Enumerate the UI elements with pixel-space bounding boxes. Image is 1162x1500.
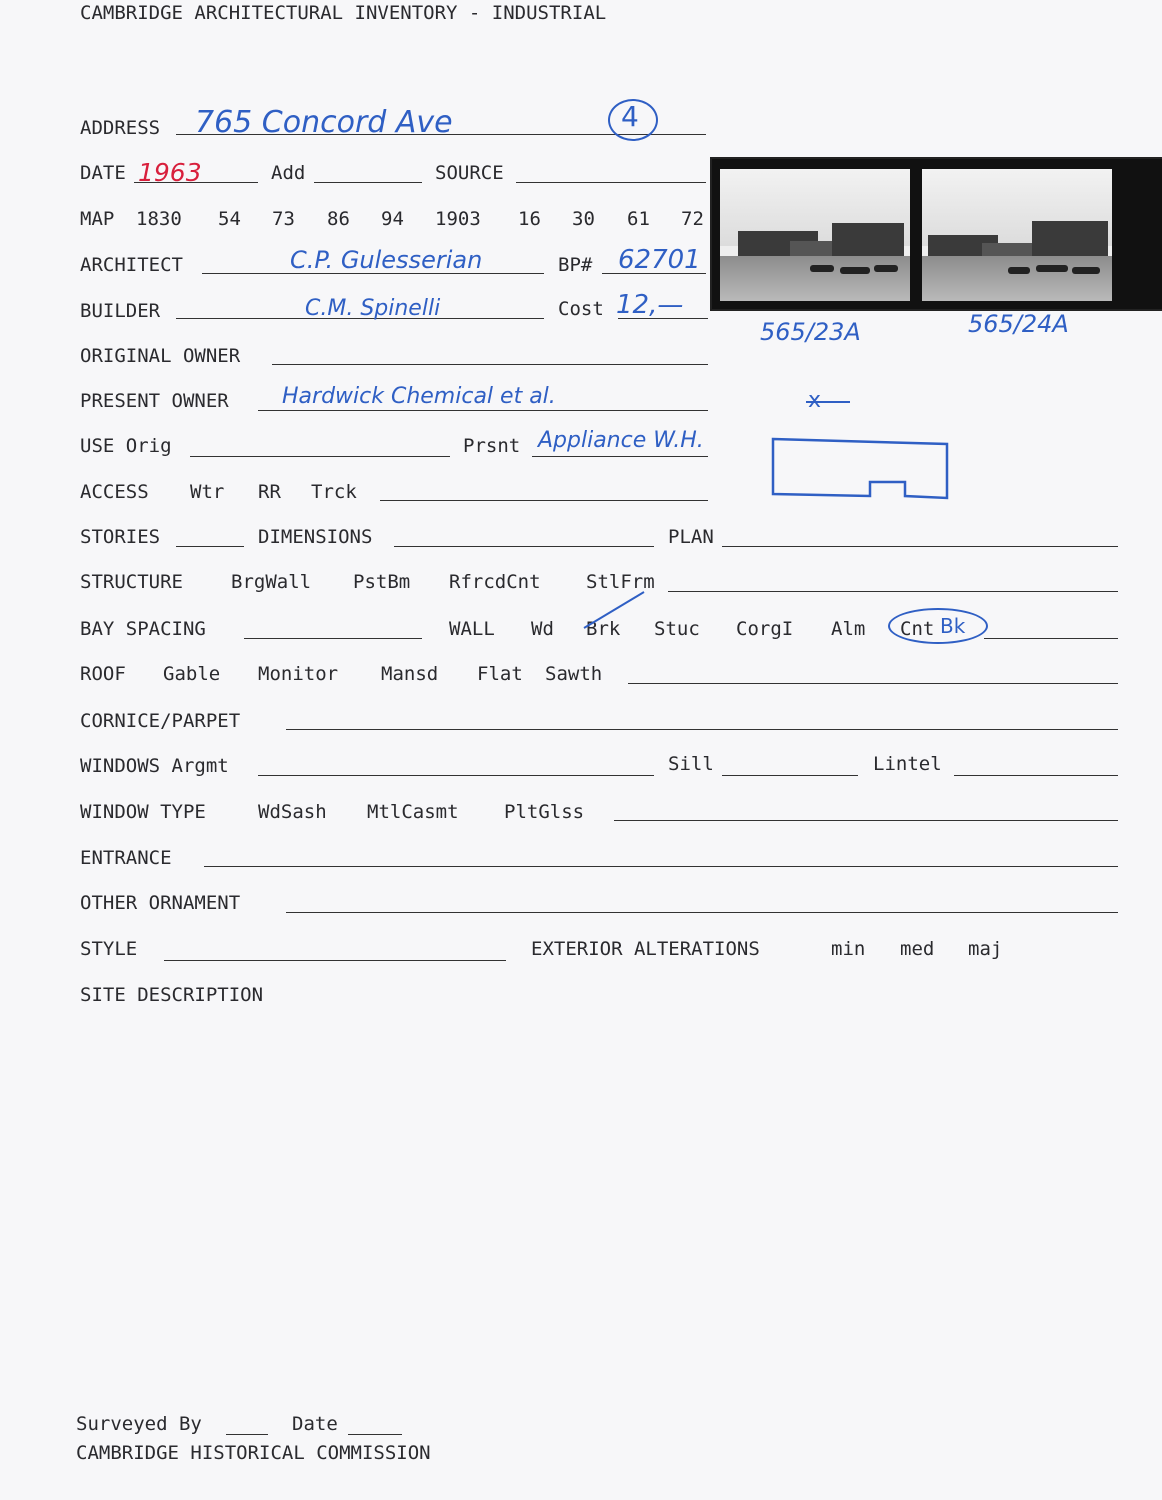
bp-label: BP# xyxy=(558,254,593,276)
roof-option-flat: Flat xyxy=(477,663,523,685)
survey-date-line xyxy=(348,1434,402,1435)
surveyed-by-line xyxy=(226,1434,268,1435)
dimensions-label: DIMENSIONS xyxy=(258,526,373,548)
address-value: 765 Concord Ave xyxy=(195,105,453,140)
date-value: 1963 xyxy=(138,158,202,187)
wall-option-corgi: CorgI xyxy=(736,618,794,640)
commission-name: CAMBRIDGE HISTORICAL COMMISSION xyxy=(76,1442,431,1464)
window-type-option-pltglss: PltGlss xyxy=(504,801,585,823)
dimensions-line xyxy=(394,546,654,547)
cost-label: Cost xyxy=(558,298,604,320)
map-year-94: 94 xyxy=(381,208,404,230)
map-year-61: 61 xyxy=(627,208,650,230)
surveyed-by-label: Surveyed By xyxy=(76,1413,202,1435)
use-orig-line xyxy=(190,456,450,457)
alteration-option-med: med xyxy=(900,938,935,960)
map-year-30: 30 xyxy=(572,208,595,230)
structure-option-pstbm: PstBm xyxy=(353,571,411,593)
windows-label: WINDOWS Argmt xyxy=(80,755,229,777)
present-owner-label: PRESENT OWNER xyxy=(80,390,229,412)
bay-spacing-label: BAY SPACING xyxy=(80,618,206,640)
roof-option-monitor: Monitor xyxy=(258,663,339,685)
access-option-wtr: Wtr xyxy=(190,481,225,503)
present-owner-value: Hardwick Chemical et al. xyxy=(282,384,556,409)
map-year-73: 73 xyxy=(272,208,295,230)
alteration-option-min: min xyxy=(831,938,866,960)
brick-check-mark xyxy=(580,588,650,633)
structure-label: STRUCTURE xyxy=(80,571,183,593)
handwritten-arrow-icon xyxy=(800,390,860,414)
alteration-option-maj: maj xyxy=(968,938,1003,960)
add-label: Add xyxy=(271,162,306,184)
wall-line xyxy=(984,638,1118,639)
bay-spacing-line xyxy=(244,638,422,639)
add-line xyxy=(314,182,422,183)
original-owner-line xyxy=(272,364,708,365)
stories-line xyxy=(176,546,244,547)
access-option-trck: Trck xyxy=(311,481,357,503)
style-line xyxy=(164,960,506,961)
use-present-line xyxy=(532,456,708,457)
entrance-label: ENTRANCE xyxy=(80,847,172,869)
window-type-label: WINDOW TYPE xyxy=(80,801,206,823)
map-year-1830: 1830 xyxy=(136,208,182,230)
bp-value: 62701 xyxy=(618,245,701,275)
roof-option-sawth: Sawth xyxy=(545,663,603,685)
map-label: MAP xyxy=(80,208,115,230)
cornice-label: CORNICE/PARPET xyxy=(80,710,241,732)
handwritten-x-mark: x xyxy=(808,388,822,413)
footprint-sketch xyxy=(770,436,952,502)
present-owner-line xyxy=(258,410,708,411)
structure-option-rfrcdcnt: RfrcdCnt xyxy=(449,571,541,593)
lintel-label: Lintel xyxy=(873,753,942,775)
window-type-line xyxy=(614,820,1118,821)
wall-option-brk: Brk xyxy=(586,618,621,640)
photo-caption-2: 565/24A xyxy=(968,310,1069,338)
use-orig-label: USE Orig xyxy=(80,435,172,457)
site-description-label: SITE DESCRIPTION xyxy=(80,984,264,1006)
map-year-72: 72 xyxy=(681,208,704,230)
date-label: DATE xyxy=(80,162,126,184)
survey-date-label: Date xyxy=(292,1413,338,1435)
roof-label: ROOF xyxy=(80,663,126,685)
window-type-option-mtlcasmt: MtlCasmt xyxy=(367,801,459,823)
source-label: SOURCE xyxy=(435,162,504,184)
other-ornament-line xyxy=(286,912,1118,913)
architect-value: C.P. Gulesserian xyxy=(290,246,483,274)
plan-label: PLAN xyxy=(668,526,714,548)
wall-circled-suffix: Bk xyxy=(940,614,966,638)
structure-option-brgwall: BrgWall xyxy=(231,571,312,593)
sill-line xyxy=(722,775,858,776)
builder-value: C.M. Spinelli xyxy=(305,296,441,321)
photo-frame-1 xyxy=(720,169,910,301)
access-line xyxy=(380,500,708,501)
roof-option-mansd: Mansd xyxy=(381,663,439,685)
style-label: STYLE xyxy=(80,938,138,960)
access-option-rr: RR xyxy=(258,481,281,503)
structure-option-stlfrm: StlFrm xyxy=(586,571,655,593)
wall-option-stuc: Stuc xyxy=(654,618,700,640)
entrance-line xyxy=(204,866,1118,867)
other-ornament-label: OTHER ORNAMENT xyxy=(80,892,241,914)
map-year-16: 16 xyxy=(518,208,541,230)
roof-option-gable: Gable xyxy=(163,663,221,685)
roof-line xyxy=(628,683,1118,684)
sheet-number: 4 xyxy=(621,100,639,133)
map-year-86: 86 xyxy=(327,208,350,230)
wall-selection-circle xyxy=(888,608,988,644)
use-present-value: Appliance W.H. xyxy=(538,428,704,453)
plan-line xyxy=(722,546,1118,547)
wall-option-cnt: Cnt xyxy=(900,618,935,640)
photo-caption-1: 565/23A xyxy=(760,318,861,346)
address-label: ADDRESS xyxy=(80,117,161,139)
stories-label: STORIES xyxy=(80,526,161,548)
wall-option-alm: Alm xyxy=(831,618,866,640)
builder-label: BUILDER xyxy=(80,300,161,322)
sill-label: Sill xyxy=(668,753,714,775)
use-present-label: Prsnt xyxy=(463,435,521,457)
photo-frame-2 xyxy=(922,169,1112,301)
cost-value: 12,— xyxy=(616,290,684,320)
source-line xyxy=(516,182,706,183)
access-label: ACCESS xyxy=(80,481,149,503)
contact-print-strip xyxy=(710,157,1162,311)
wall-label: WALL xyxy=(449,618,495,640)
map-year-1903: 1903 xyxy=(435,208,481,230)
cornice-line xyxy=(286,729,1118,730)
original-owner-label: ORIGINAL OWNER xyxy=(80,345,241,367)
lintel-line xyxy=(954,775,1118,776)
window-type-option-wdsash: WdSash xyxy=(258,801,327,823)
form-title: CAMBRIDGE ARCHITECTURAL INVENTORY - INDUSTRIAL xyxy=(80,2,607,24)
architect-label: ARCHITECT xyxy=(80,254,183,276)
map-year-54: 54 xyxy=(218,208,241,230)
windows-line xyxy=(258,775,654,776)
structure-line xyxy=(668,591,1118,592)
wall-option-wd: Wd xyxy=(531,618,554,640)
exterior-alterations-label: EXTERIOR ALTERATIONS xyxy=(531,938,760,960)
